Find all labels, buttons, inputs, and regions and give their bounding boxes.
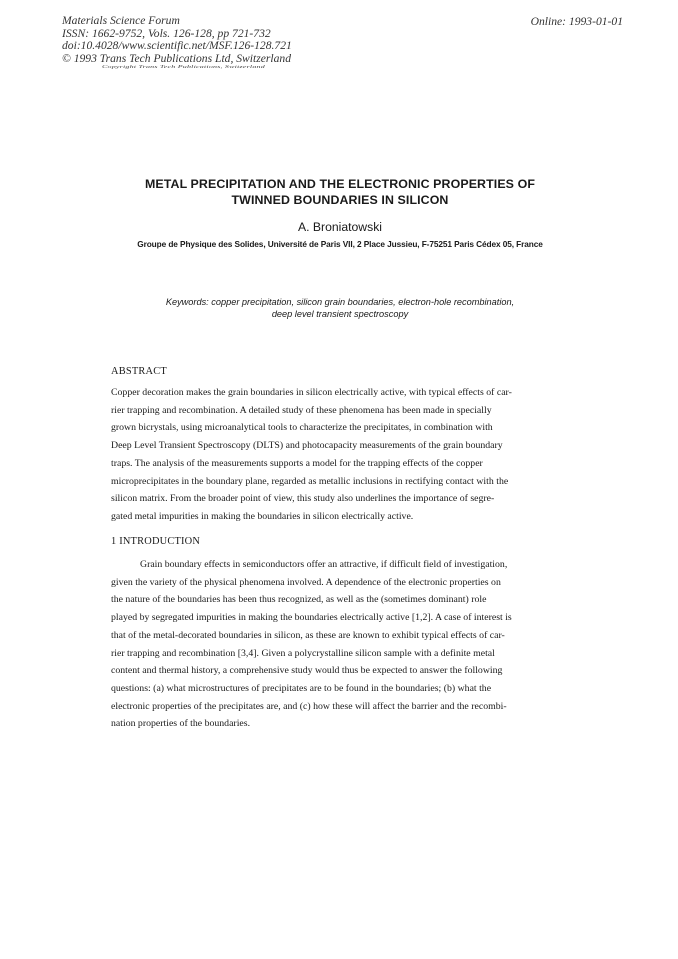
journal-doi: doi:10.4028/www.scientific.net/MSF.126-128.721: [62, 39, 292, 53]
author-affiliation: Groupe de Physique des Solides, Université de Paris VII, 2 Place Jussieu, F-75251 Paris Cédex 05, France: [137, 239, 543, 249]
title-line-2: TWINNED BOUNDARIES IN SILICON: [231, 193, 449, 207]
journal-copyright: © 1993 Trans Tech Publications Ltd, Switzerland: [62, 51, 292, 65]
intro-line: questions: (a) what microstructures of precipitates are to be found in the boundaries; (b) what the: [111, 682, 492, 694]
introduction-body: [111, 556, 567, 733]
intro-line: given the variety of the physical phenomena involved. A dependence of the electronic properties on: [111, 576, 501, 588]
online-date: Online: 1993-01-01: [530, 15, 623, 28]
journal-name: Materials Science Forum: [62, 14, 180, 27]
abstract-heading: ABSTRACT: [111, 366, 167, 377]
introduction-heading: 1 INTRODUCTION: [111, 536, 201, 547]
keywords: [110, 296, 570, 320]
faded-copyright-line: Copyright Trans Tech Publications, Switzerland: [102, 64, 265, 69]
intro-line: content and thermal history, a comprehensive study would thus be expected to answer the following: [111, 665, 503, 677]
abstract-line: grown bicrystals, using microanalytical tools to characterize the precipitates, in combination with: [111, 422, 493, 434]
keywords-line-1: Keywords: copper precipitation, silicon grain boundaries, electron-hole recombination,: [165, 297, 515, 307]
abstract-line: Deep Level Transient Spectroscopy (DLTS) and photocapacity measurements of the grain boundary: [111, 440, 503, 452]
abstract-line: Copper decoration makes the grain boundaries in silicon electrically active, with typical effects of car-: [111, 387, 512, 398]
journal-info: [62, 15, 292, 65]
intro-line: Grain boundary effects in semiconductors offer an attractive, if difficult field of investigation,: [140, 559, 508, 570]
intro-line: played by segregated impurities in making the boundaries electrically active [1,2]. A case of interest is: [111, 612, 512, 624]
abstract-line: traps. The analysis of the measurements supports a model for the trapping effects of the copper: [111, 457, 483, 469]
abstract-line: microprecipitates in the boundary plane, regarded as metallic inclusions in rectifying contact with the: [111, 475, 509, 487]
abstract-line: silicon matrix. From the broader point of view, this study also underlines the importance of segre-: [111, 493, 495, 505]
keywords-line-2: deep level transient spectroscopy: [271, 309, 409, 319]
intro-line: rier trapping and recombination [3,4]. Given a polycrystalline silicon sample with a definite metal: [111, 647, 495, 659]
paper-title: [100, 176, 580, 208]
abstract-line: gated metal impurities in making the boundaries in silicon electrically active.: [111, 510, 414, 522]
author-name: A. Broniatowski: [298, 220, 382, 234]
intro-line: electronic properties of the precipitates are, and (c) how these will affect the barrier and the recombi-: [111, 700, 507, 712]
title-line-1: METAL PRECIPITATION AND THE ELECTRONIC PROPERTIES OF: [144, 177, 535, 191]
intro-line: that of the metal-decorated boundaries in silicon, as these are known to exhibit typical effects of car-: [111, 629, 505, 641]
abstract-line: rier trapping and recombination. A detailed study of these phenomena has been made in specially: [111, 404, 492, 416]
intro-line: the nature of the boundaries has been thus recognized, as well as the (sometimes dominant) role: [111, 594, 487, 606]
abstract-body: [111, 384, 567, 526]
journal-issn: ISSN: 1662-9752, Vols. 126-128, pp 721-732: [62, 26, 271, 40]
intro-line: nation properties of the boundaries.: [111, 718, 251, 730]
